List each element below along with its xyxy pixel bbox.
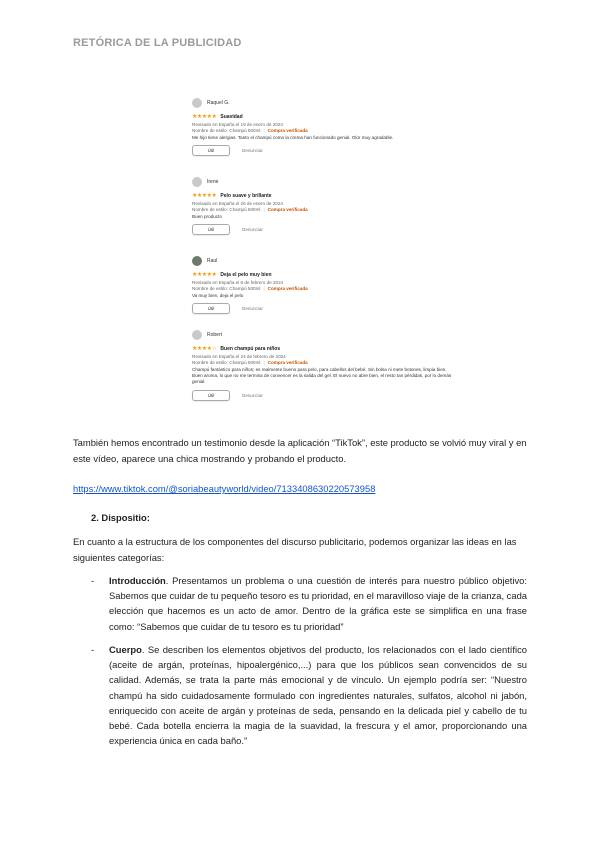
tiktok-link[interactable]: https://www.tiktok.com/@soriabeautyworld/video/7133408630220573958	[73, 483, 376, 494]
review-variant: Nombre de estilo: Champú 500ml	[192, 286, 261, 291]
star-rating: ★★★★☆	[192, 346, 217, 352]
review-variant: Nombre de estilo: Champú 500ml	[192, 128, 261, 133]
verified-badge: Compra verificada	[267, 207, 308, 212]
report-link[interactable]: Denunciar	[242, 227, 263, 233]
review-variant: Nombre de estilo: Champú 500ml	[192, 360, 261, 365]
useful-button[interactable]: Útil	[192, 145, 230, 156]
review-date: Revisado en España el 26 de enero de 2024	[192, 201, 283, 206]
verified-badge: Compra verificada	[267, 128, 308, 133]
review-date: Revisado en España el 24 de febrero de 2024	[192, 354, 286, 359]
section-heading: 2. Dispositio:	[91, 512, 150, 523]
reviewer-name: Irene	[207, 179, 219, 185]
review-date: Revisado en España el 19 de enero de 2024	[192, 122, 283, 127]
avatar-icon	[192, 330, 202, 340]
reviewer-name: Raul	[207, 258, 218, 264]
document-header: RETÓRICA DE LA PUBLICIDAD	[73, 37, 242, 49]
star-rating: ★★★★★	[192, 114, 217, 120]
bullet-term: Cuerpo	[109, 644, 142, 655]
report-link[interactable]: Denunciar	[242, 148, 263, 154]
review-text: Buen producto	[192, 214, 222, 219]
reviewer-name: Robert	[207, 332, 223, 338]
bullet-introduccion: - Introducción. Presentamos un problema o una cuestión de interés para nuestro público objetivo: Sabemos que cuidar de tu pequeño tesoro es tu prioridad, en el maravilloso viaje de la crianza, cada elección que hacemos es un acto de amor. Dentro de la gráfica este se simplifica en una frase como: “Sabemos que cuidar de tu tesoro es tu prioridad”	[91, 575, 527, 632]
avatar-icon	[192, 177, 202, 187]
paragraph-structure: En cuanto a la estructura de los componentes del discurso publicitario, podemos organizar las ideas en las siguientes categorías:	[73, 536, 517, 563]
avatar-icon	[192, 256, 202, 266]
report-link[interactable]: Denunciar	[242, 306, 263, 312]
review-card: Robert ★★★★☆ Buen champú para niños Revisado en España el 24 de febrero de 2024 Nombre de estilo: Champú 500ml | Compra verificada Champú fantástico para niños; es realmente bueno para pelo, para cabellos del bebé. Sin bolsa ni mete botones, limpia bien. Buen aroma, lo que no me termina de convencer es la salida del gel. El nuevo no abre bien, el resto tan pérdidas, por lo demás genial. Útil Denunciar	[192, 328, 452, 407]
review-card: Irene ★★★★★ Pelo suave y brillante Revisado en España el 26 de enero de 2024 Nombre de estilo: Champú 500ml | Compra verificada Buen producto Útil Denunciar	[192, 175, 452, 254]
review-card: Raquel G. ★★★★★ Suavidad Revisado en España el 19 de enero de 2024 Nombre de estilo: Champú 500ml | Compra verificada Me hijo tiene alergias. Tanto el champú como la crema han funcionado genial. Olor muy agradable. Útil Denunciar	[192, 96, 452, 175]
star-rating: ★★★★★	[192, 272, 217, 278]
review-title: Buen champú para niños	[220, 345, 281, 352]
review-card: Raul ★★★★★ Deja el pelo muy bien Revisado en España el 8 de febrero de 2024 Nombre de estilo: Champú 500ml | Compra verificada Va muy bien, deja el pelo Útil Denunciar	[192, 254, 452, 328]
paragraph-tiktok: También hemos encontrado un testimonio desde la aplicación “TikTok”, este producto se volvió muy viral y en este vídeo, aparece una chica mostrando y probando el producto.	[73, 437, 527, 464]
verified-badge: Compra verificada	[267, 286, 308, 291]
useful-button[interactable]: Útil	[192, 303, 230, 314]
bullet-cuerpo: - Cuerpo. Se describen los elementos objetivos del producto, los relacionados con el lado científico (aceite de argán, proteínas, hipoalergénico,...) para que los públicos sean convencidos de su calidad. Además, se trata la parte más emocional y de vínculo. Un ejemplo podría ser: “Nuestro champú ha sido cuidadosamente formulado con ingredientes naturales, sulfatos, alcohol ni jabón, enriquecido con aceite de argán y proteínas de seda, pensando en la delicada piel y cabello de tu bebé. Cada botella encierra la magia de la suavidad, la frescura y el amor, proporcionando una experiencia única en cada baño.”	[91, 644, 527, 747]
review-text: Va muy bien, deja el pelo	[192, 293, 244, 298]
review-date: Revisado en España el 8 de febrero de 2024	[192, 280, 284, 285]
star-rating: ★★★★★	[192, 193, 217, 199]
review-title: Deja el pelo muy bien	[220, 271, 272, 278]
bullet-text: . Se describen los elementos objetivos del producto, los relacionados con el lado científico (aceite de argán, proteínas, hipoalergénico,...) para que los públicos sean convencidos de su calidad. Además, se trata la parte más emocional y de vínculo. Un ejemplo podría ser: “Nuestro champú ha sido cuidadosamente formulado con ingredientes naturales, sulfatos, alcohol ni jabón, enriquecido con aceite de argán y proteínas de seda, pensando en la delicada piel y cabello de tu bebé. Cada botella encierra la magia de la suavidad, la frescura y el amor, proporcionando una experiencia única en cada baño.”	[109, 644, 527, 747]
report-link[interactable]: Denunciar	[242, 392, 263, 398]
avatar-icon	[192, 98, 202, 108]
verified-badge: Compra verificada	[267, 360, 308, 365]
review-variant: Nombre de estilo: Champú 500ml	[192, 207, 261, 212]
useful-button[interactable]: Útil	[192, 224, 230, 235]
review-title: Suavidad	[220, 113, 243, 120]
reviewer-name: Raquel G.	[207, 100, 230, 106]
review-title: Pelo suave y brillante	[220, 192, 272, 199]
bullet-term: Introducción	[109, 575, 166, 586]
review-text: Me hijo tiene alergias. Tanto el champú como la crema han funcionado genial. Olor muy agradable.	[192, 135, 394, 140]
review-text: Champú fantástico para niños; es realmente bueno para pelo, para cabellos del bebé. Sin bolsa ni mete botones, limpia bien. Buen aroma, lo que no me termina de convencer es la salida del gel. El nuevo no abre bien, el resto tan pérdidas, por lo demás genial.	[192, 367, 452, 385]
useful-button[interactable]: Útil	[192, 390, 230, 401]
reviews-screenshot	[192, 96, 452, 407]
bullet-text: . Presentamos un problema o una cuestión de interés para nuestro público objetivo: Sabemos que cuidar de tu pequeño tesoro es tu prioridad, en el maravilloso viaje de la crianza, cada elección que hacemos es un acto de amor. Dentro de la gráfica este se simplifica en una frase como: “Sabemos que cuidar de tu tesoro es tu prioridad”	[109, 575, 527, 632]
